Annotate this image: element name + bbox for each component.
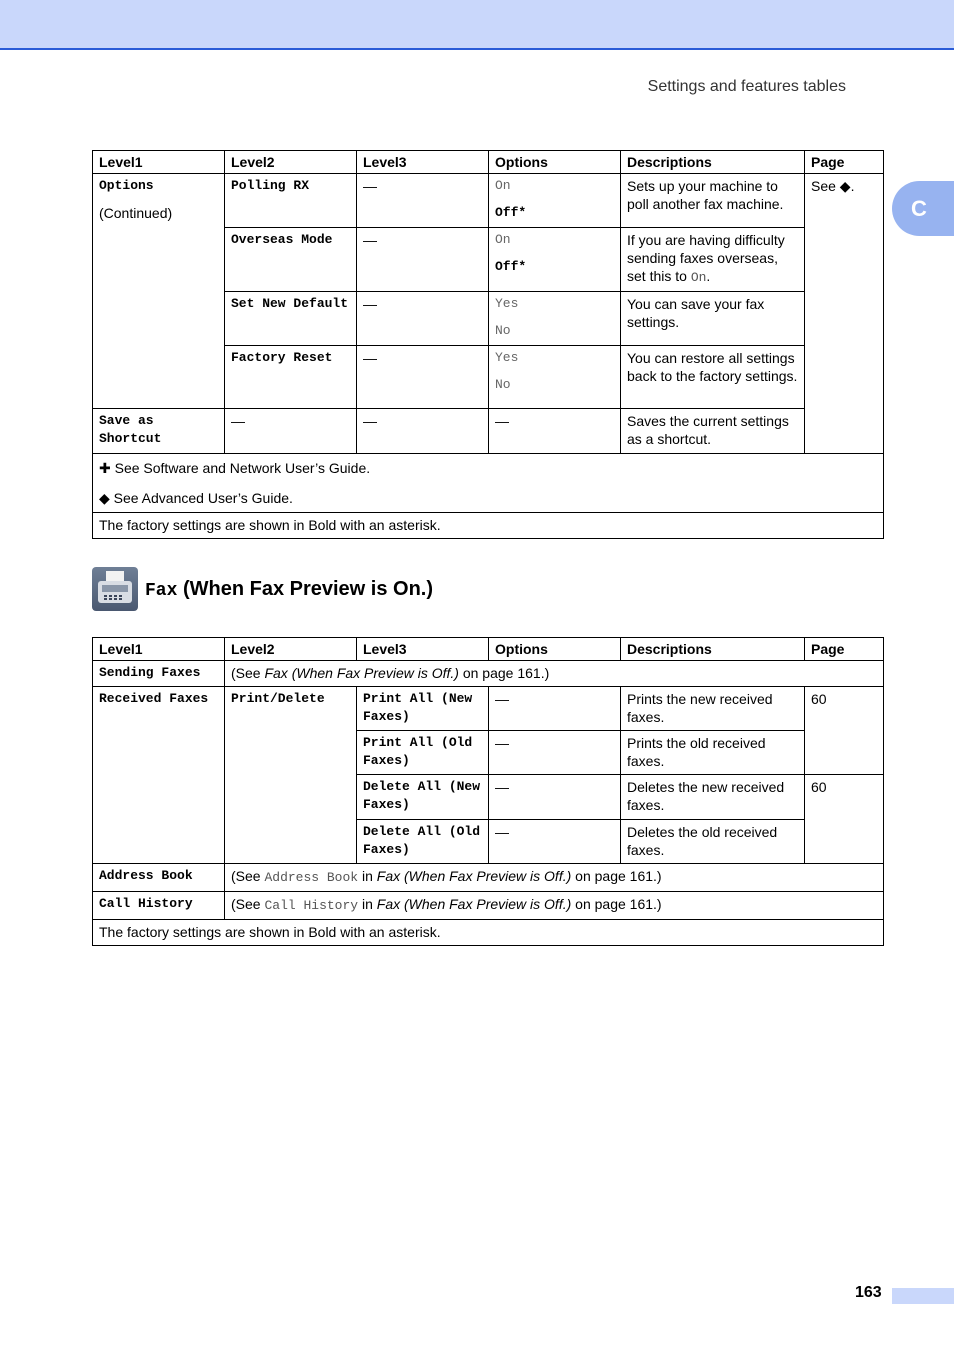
description-cell: Saves the current settings as a shortcut. (621, 409, 805, 454)
option-off-default: Off* (495, 205, 527, 220)
option-no: No (495, 323, 511, 338)
col-header-level3: Level3 (357, 638, 489, 661)
options-cell (489, 292, 621, 346)
level3-part: (Old Faxes) (363, 735, 473, 768)
option-no: No (495, 377, 511, 392)
notes-row (93, 454, 884, 513)
settings-table-1 (92, 150, 884, 539)
note-advanced-guide: ◆ See Advanced User’s Guide. (99, 490, 293, 506)
table-header-row (93, 638, 884, 661)
col-header-options: Options (489, 151, 621, 174)
options-cell: — (489, 687, 621, 731)
level3-part: Delete All (363, 779, 442, 794)
level1-address-book: Address Book (93, 864, 225, 892)
level3-cell: — (357, 409, 489, 454)
option-on: On (495, 178, 511, 193)
ref-link[interactable]: Fax (When Fax Preview is Off.) (376, 868, 572, 884)
level3-part: Delete All (363, 824, 442, 839)
level3-part: (New Faxes) (363, 779, 481, 812)
level1-options: Options (99, 178, 154, 193)
ref-link[interactable]: Fax (When Fax Preview is Off.) (264, 665, 459, 681)
level1-sending-faxes: Sending Faxes (93, 661, 225, 687)
level3-print-all-old (357, 731, 489, 775)
col-header-descriptions: Descriptions (621, 151, 805, 174)
chapter-tab[interactable]: C (892, 181, 954, 236)
ref-text-end: on page 161.) (571, 868, 662, 884)
level1-call-history: Call History (93, 892, 225, 920)
option-on: On (495, 232, 511, 247)
settings-table-2 (92, 637, 884, 946)
options-cell (489, 174, 621, 228)
option-yes: Yes (495, 350, 519, 365)
level3-print-all-new (357, 687, 489, 731)
level3-part: (Old Faxes) (363, 824, 481, 857)
ref-text: (See (231, 665, 265, 681)
ref-text-mid: in (358, 896, 377, 912)
description-cell: Deletes the old received faxes. (621, 820, 805, 864)
section-title (145, 578, 433, 601)
description-text: If you are having difficulty sending faxes overseas, set this to (627, 232, 785, 284)
col-header-page: Page (805, 151, 884, 174)
level1-cell (93, 174, 225, 409)
address-reference (225, 864, 884, 892)
page-number: 163 (855, 1284, 882, 1301)
col-header-level2: Level2 (225, 638, 357, 661)
running-head: Settings and features tables (647, 78, 846, 95)
page-cell: See ◆. (805, 174, 884, 454)
factory-settings-note: The factory settings are shown in Bold with an asterisk. (93, 920, 884, 946)
level2-factory-reset: Factory Reset (225, 346, 357, 409)
table-header-row (93, 151, 884, 174)
description-cell: Prints the old received faxes. (621, 731, 805, 775)
options-cell: — (489, 409, 621, 454)
level2-set-new-default: Set New Default (225, 292, 357, 346)
table-row (93, 892, 884, 920)
ref-code: Address Book (264, 870, 359, 885)
options-cell: — (489, 775, 621, 820)
col-header-level3: Level3 (357, 151, 489, 174)
description-cell: Prints the new received faxes. (621, 687, 805, 731)
description-cell (621, 228, 805, 292)
top-banner (0, 0, 954, 50)
footer-row (93, 920, 884, 946)
ref-text-mid: in (358, 868, 377, 884)
level3-part: Print All (363, 735, 434, 750)
ref-text-end: on page 161.) (571, 896, 662, 912)
level1-received-faxes: Received Faxes (93, 687, 225, 864)
level3-cell: — (357, 174, 489, 228)
note-software-guide: ✚ See Software and Network User’s Guide. (99, 460, 371, 476)
table-row (93, 687, 884, 731)
call-history-reference (225, 892, 884, 920)
table-row (93, 409, 884, 454)
col-header-level1: Level1 (93, 151, 225, 174)
col-header-page: Page (805, 638, 884, 661)
ref-link[interactable]: Fax (When Fax Preview is Off.) (376, 896, 572, 912)
factory-settings-note: The factory settings are shown in Bold with an asterisk. (93, 513, 884, 539)
page-cell: 60 (805, 775, 884, 864)
level1-continued: (Continued) (99, 205, 173, 221)
options-cell: — (489, 820, 621, 864)
option-yes: Yes (495, 296, 519, 311)
footer-row (93, 513, 884, 539)
level3-part: Print All (363, 691, 434, 706)
option-off-default: Off* (495, 259, 527, 274)
options-cell: — (489, 731, 621, 775)
level1-save-as-shortcut: Save as Shortcut (93, 409, 225, 454)
section-heading (92, 566, 433, 612)
level3-cell: — (357, 292, 489, 346)
col-header-options: Options (489, 638, 621, 661)
col-header-level1: Level1 (93, 638, 225, 661)
col-header-level2: Level2 (225, 151, 357, 174)
description-text-end: . (706, 268, 711, 284)
notes-cell (93, 454, 884, 513)
level2-overseas-mode: Overseas Mode (225, 228, 357, 292)
level3-delete-all-new (357, 775, 489, 820)
options-cell (489, 228, 621, 292)
fax-machine-icon (92, 567, 138, 611)
section-title-mono: Fax (145, 580, 178, 601)
level3-part: (New Faxes) (363, 691, 473, 724)
description-cell: Sets up your machine to poll another fax machine. (621, 174, 805, 228)
page-number-bar (892, 1288, 954, 1304)
level3-cell: — (357, 228, 489, 292)
ref-text: (See (231, 868, 265, 884)
description-cell: You can save your fax settings. (621, 292, 805, 346)
col-header-descriptions: Descriptions (621, 638, 805, 661)
options-cell (489, 346, 621, 409)
table-row (93, 864, 884, 892)
ref-text: (See (231, 896, 265, 912)
section-title-rest: (When Fax Preview is On.) (177, 577, 434, 600)
ref-code: Call History (264, 898, 359, 913)
level2-print-delete: Print/Delete (225, 687, 357, 864)
page-cell: 60 (805, 687, 884, 775)
description-cell: You can restore all settings back to the factory settings. (621, 346, 805, 409)
table-row (93, 661, 884, 687)
level3-cell: — (357, 346, 489, 409)
table-row (93, 174, 884, 228)
level2-cell: — (225, 409, 357, 454)
ref-text-end: on page 161.) (458, 665, 550, 681)
level2-polling-rx: Polling RX (225, 174, 357, 228)
description-cell: Deletes the new received faxes. (621, 775, 805, 820)
level3-delete-all-old (357, 820, 489, 864)
sending-reference (225, 661, 884, 687)
description-code: On (690, 270, 707, 285)
